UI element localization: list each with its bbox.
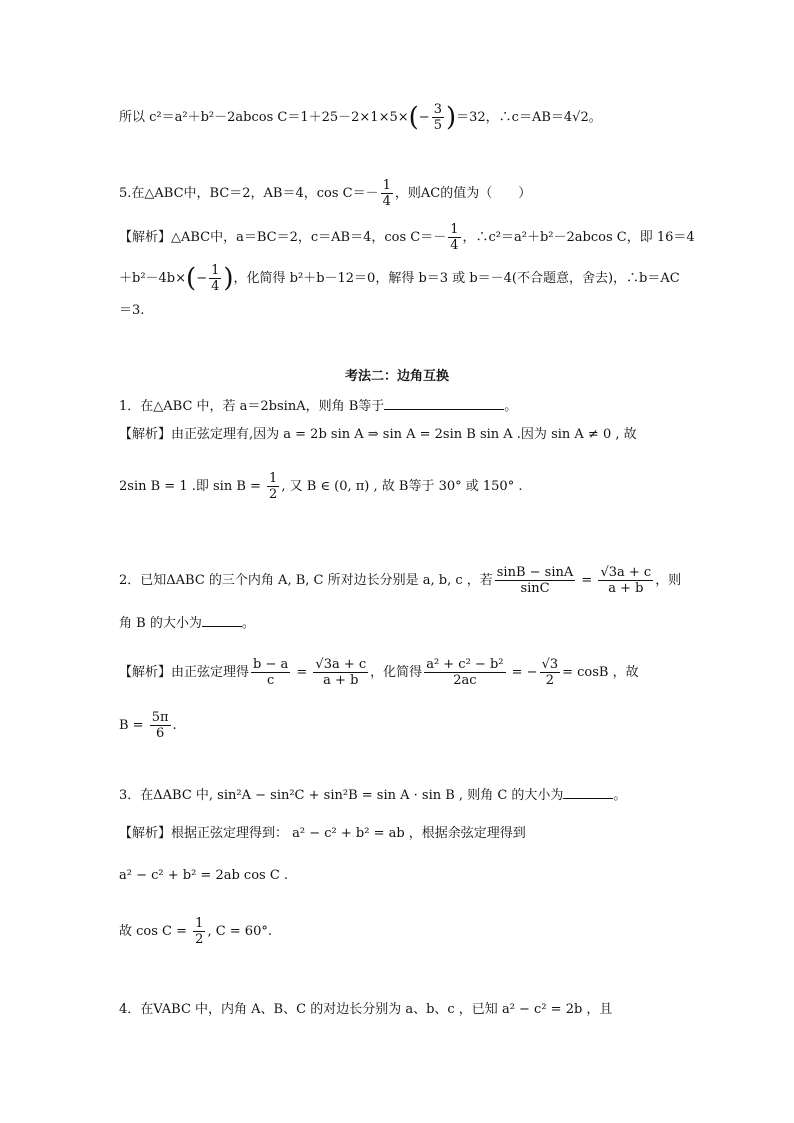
question-5-solution — [119, 222, 695, 253]
fraction: $\frac{\sin B - \sin A}{\sin C}$ — [496, 565, 574, 596]
fraction: $\frac{b - a}{c}$ — [253, 657, 289, 688]
answer-blank — [563, 784, 613, 799]
top-formula-line: 所以 c²＝a²＋b²－2abcos C＝1＋25－2×1×5×(− $\frac{3}{5}$ )＝32，∴c＝AB＝4√2。 — [119, 102, 602, 133]
text: a² − c² + b² = 2ab cos C . — [119, 868, 289, 883]
text: ，∴c²＝a²＋b²－2abcos C，即 16＝4 — [462, 230, 695, 245]
text: ，则AC的值为（ ） — [394, 186, 532, 201]
text: . — [172, 718, 177, 733]
text: 1．在△ABC 中，若 a＝2bsinA，则角 B等于 — [119, 399, 385, 414]
text: = cosB ，故 — [562, 665, 639, 680]
text: 【解析】△ABC中，a＝BC＝2，c＝AB＝4，cos C＝－ — [119, 230, 447, 245]
paren: ) — [445, 102, 457, 133]
text: 【解析】由正弦定理得 — [119, 665, 250, 680]
fraction: $\frac{1}{2}$ — [269, 471, 278, 502]
text: 角 B 的大小为 — [119, 616, 202, 631]
fraction: $\frac{√3}{2}$ — [541, 657, 559, 688]
text: B = — [119, 718, 148, 733]
fraction: $\frac{1}{4}$ — [211, 263, 220, 294]
text: , C = 60°. — [207, 924, 272, 939]
text: ，化简得 b²＋b－12＝0，解得 b＝3 或 b＝－4(不合题意，舍去)，∴b＝AC — [233, 271, 680, 286]
question-2-title-line2 — [119, 612, 255, 634]
text: = — [577, 573, 597, 588]
text: 【解析】由正弦定理有,因为 a = 2b sin A ⇒ sin A = 2sin B sin A .因为 sin A ≠ 0 , 故 — [119, 427, 637, 442]
question-2-answer — [119, 710, 177, 741]
fraction: $\frac{5\pi}{6}$ — [151, 710, 169, 741]
question-5-solution-line3 — [119, 301, 144, 321]
fraction: $\frac{√3a + c}{a + b}$ — [600, 565, 652, 596]
fraction: $\frac{1}{2}$ — [195, 916, 204, 947]
question-5-title — [119, 178, 531, 209]
question-4-title — [119, 1000, 612, 1020]
question-3-solution — [119, 824, 526, 844]
paren: ( — [186, 263, 197, 294]
text: 2．已知ΔABC 的三个内角 A, B, C 所对边长分别是 a, b, c ，若 — [119, 573, 493, 588]
section-title: 考法二：边角互换 — [344, 369, 449, 384]
text: , 又 B ∈ (0, π) , 故 B等于 30° 或 150° . — [281, 479, 523, 494]
text: ＝3. — [119, 303, 145, 318]
answer-blank — [202, 612, 242, 627]
text: 4．在VABC 中，内角 A、B、C 的对边长分别为 a、b、c ，已知 a² − c² = 2b ，且 — [119, 1002, 613, 1017]
question-3-solution-line2 — [119, 866, 288, 886]
text: 2sin B = 1 .即 sin B = — [119, 479, 266, 494]
text: 。 — [504, 399, 518, 414]
text: 。 — [241, 616, 255, 631]
text: 3．在ΔABC 中, sin²A − sin²C + sin²B = sin A · sin B , 则角 C 的大小为 — [119, 788, 564, 803]
paren: ( — [408, 102, 419, 133]
question-1-solution-line2 — [119, 471, 522, 502]
text: ＝32，∴c＝AB＝4√2。 — [456, 110, 602, 125]
text: 故 cos C = — [119, 924, 192, 939]
question-2-title — [119, 565, 681, 596]
paren: ) — [223, 263, 234, 294]
question-2-solution: 【解析】由正弦定理得 $\frac{b - a}{c}$ = $\frac{√3a + c}{a + b}$ ，化简得 $\frac{\text{a² + c² − b²}}{2ac}$ = − $\frac{√3}{2}$ = cosB ，故 — [119, 657, 639, 688]
text: 。 — [613, 788, 627, 803]
fraction: $\frac{3}{5}$ — [433, 102, 442, 133]
text: ＋b²－4b× — [119, 271, 187, 286]
text: 【解析】根据正弦定理得到： a² − c² + b² = ab ，根据余弦定理得到 — [119, 826, 526, 841]
fraction: $\frac{\text{a² + c² − b²}}{2ac}$ — [426, 657, 504, 688]
text: 所以 c²＝a²＋b²－2abcos C＝1＋25－2×1×5× — [119, 110, 409, 125]
answer-blank — [384, 395, 504, 410]
fraction: $\frac{1}{4}$ — [382, 178, 391, 209]
question-3-title — [119, 784, 626, 806]
question-5-solution-line2: ＋b²－4b×(− $\frac{1}{4}$ )，化简得 b²＋b－12＝0，解得 b＝3 或 b＝－4(不合题意，舍去)，∴b＝AC — [119, 263, 680, 294]
fraction: $\frac{1}{4}$ — [450, 222, 459, 253]
question-1-title — [119, 395, 517, 417]
fraction: $\frac{√3a + c}{a + b}$ — [315, 657, 367, 688]
text: ，则 — [655, 573, 682, 588]
text: 5.在△ABC中，BC＝2，AB＝4，cos C＝－ — [119, 186, 379, 201]
question-1-solution — [119, 425, 637, 445]
text: ，化简得 — [370, 665, 423, 680]
question-3-solution-line3 — [119, 916, 272, 947]
